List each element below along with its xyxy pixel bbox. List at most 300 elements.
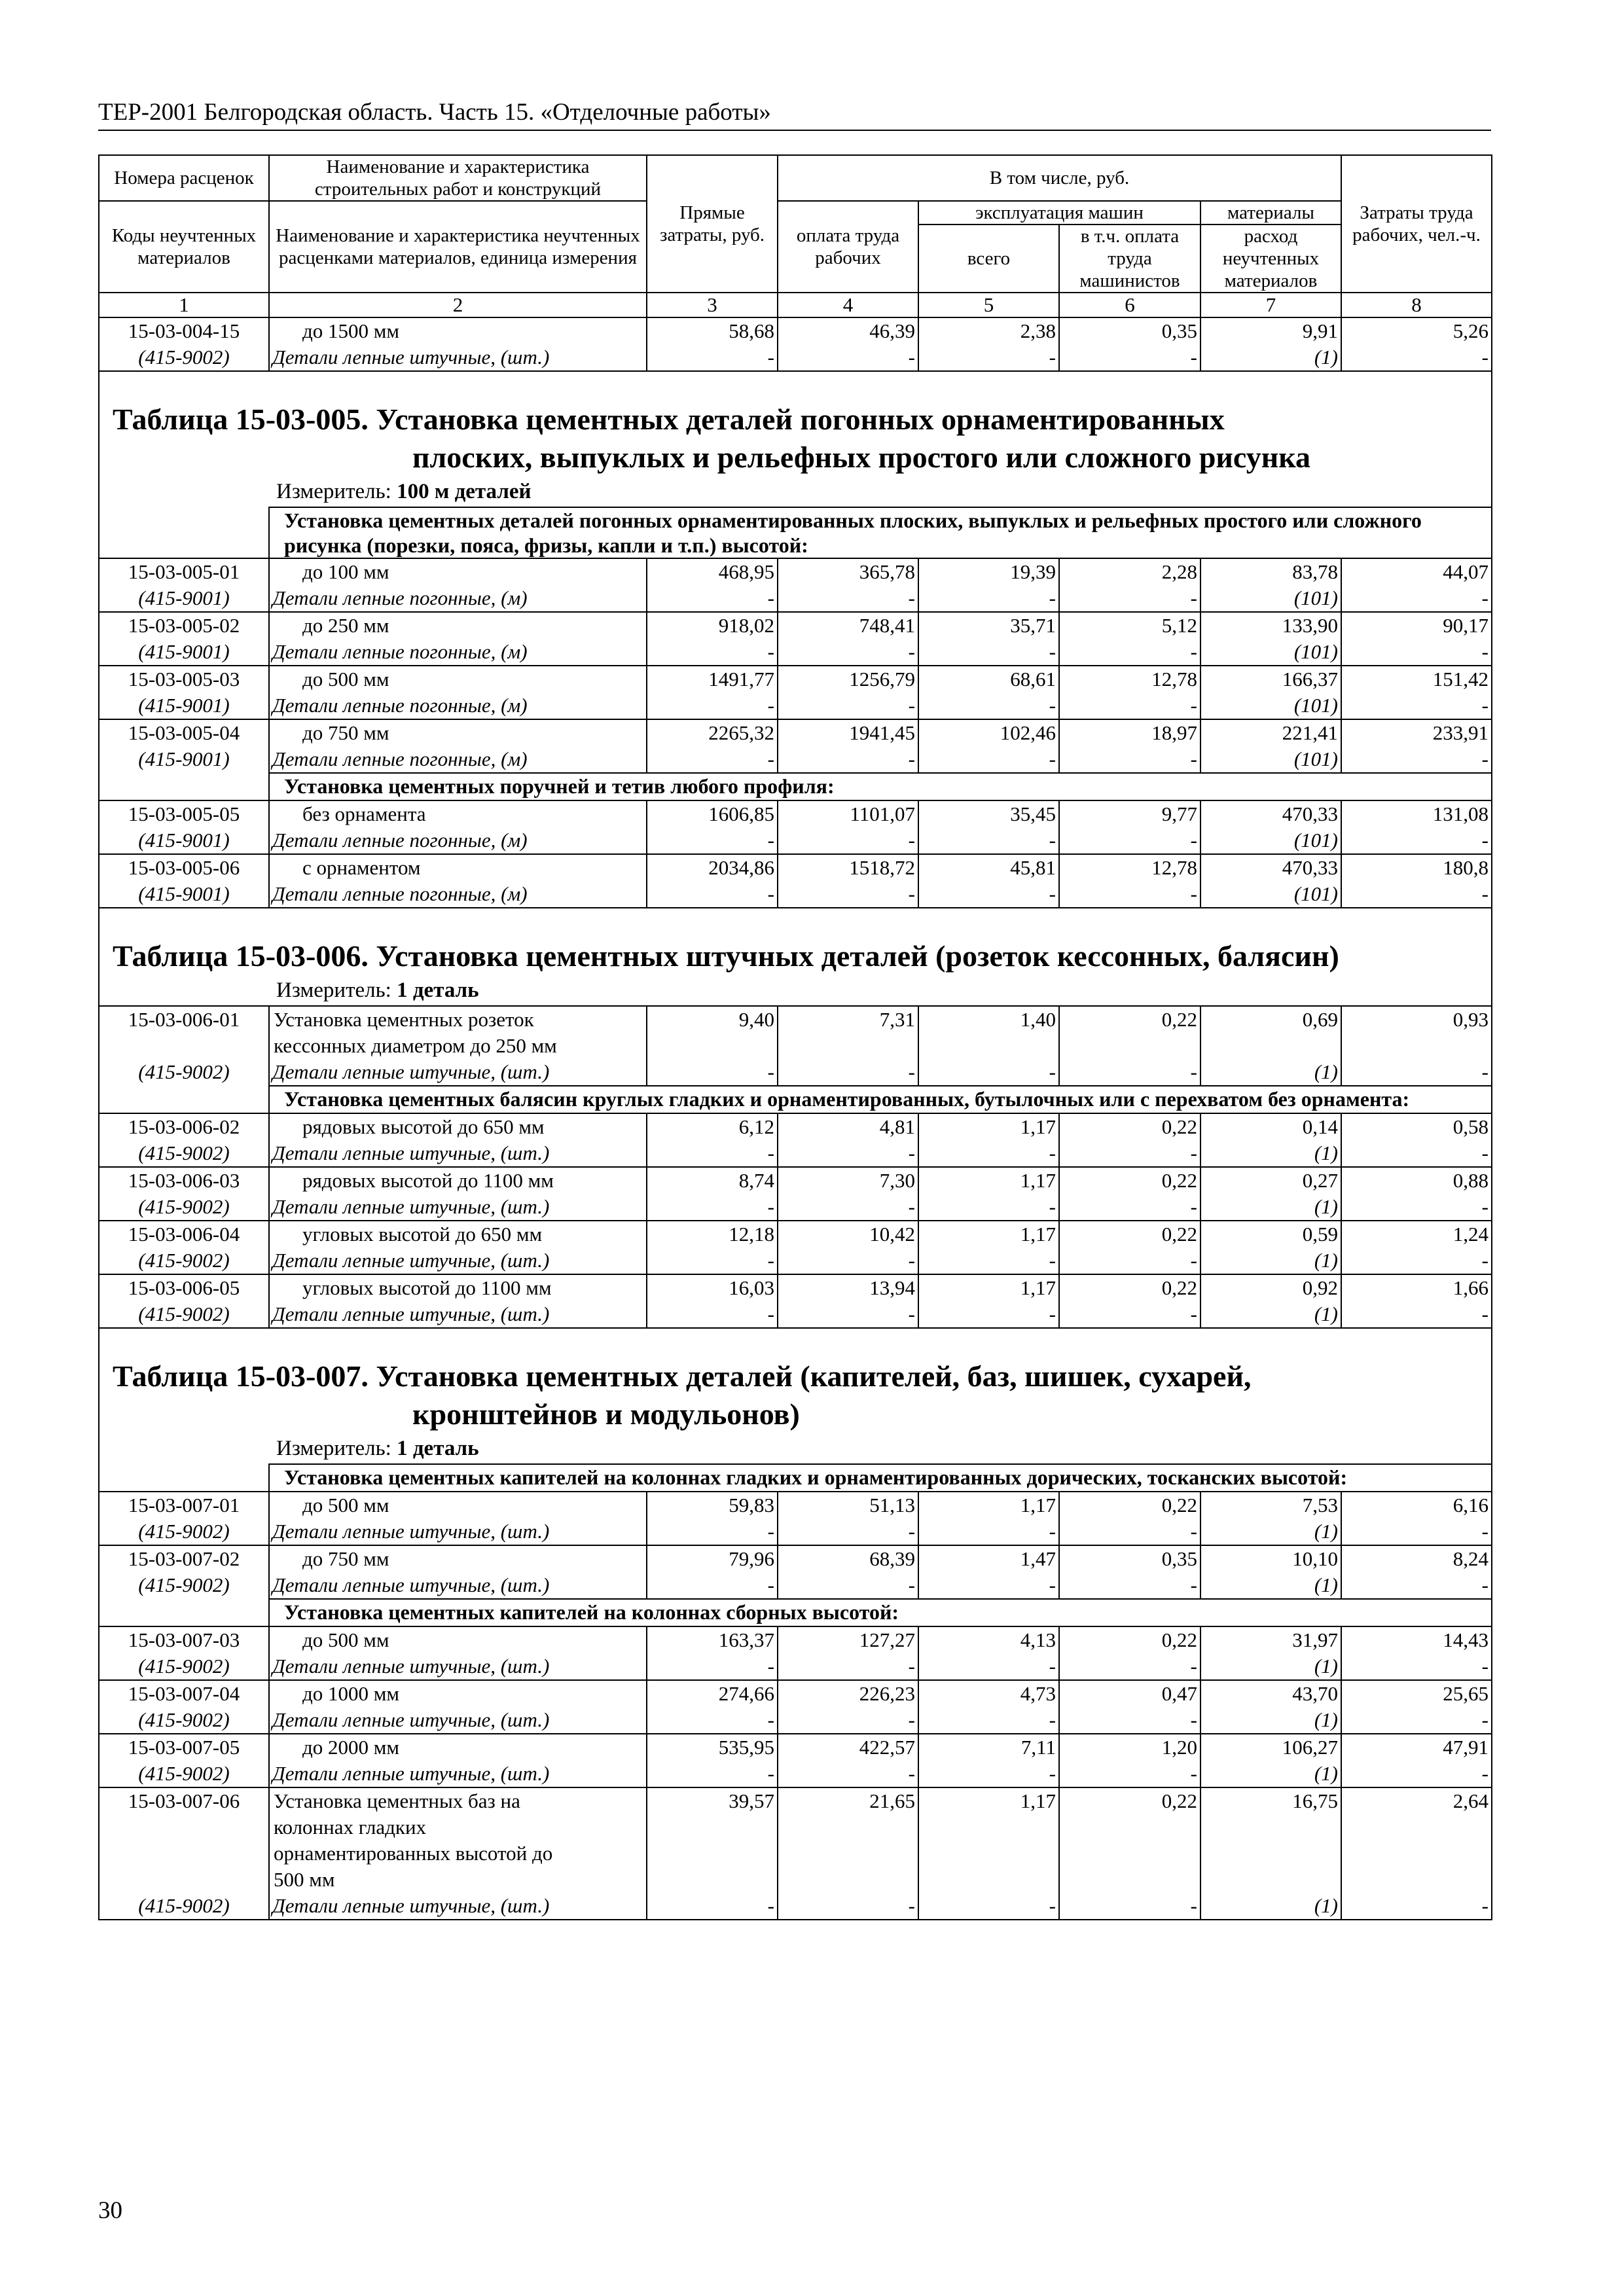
empty-cell	[99, 1867, 269, 1893]
dash-value: -	[1341, 344, 1492, 371]
dash-value: -	[647, 1572, 778, 1599]
dash-value: -	[778, 344, 918, 371]
dash-value: -	[1059, 1653, 1200, 1680]
rate-value-c4: 21,65	[778, 1787, 918, 1814]
col-header-wages: оплата труда рабочих	[778, 201, 918, 293]
rate-value-c6: 0,35	[1059, 317, 1200, 344]
rate-value-c6: 0,22	[1059, 1492, 1200, 1518]
rate-value-c3: 1491,77	[647, 666, 778, 692]
dash-value: -	[918, 1761, 1059, 1787]
material-code: (415-9002)	[99, 1893, 269, 1920]
dash-value: -	[918, 1247, 1059, 1274]
rate-value-c3: 1606,85	[647, 800, 778, 827]
rate-row	[99, 1787, 1492, 1814]
rate-row-continued	[99, 1840, 1492, 1867]
rate-value-c7: 9,91	[1200, 317, 1341, 344]
dash-value: -	[1341, 1653, 1492, 1680]
rate-value-c3: 468,95	[647, 558, 778, 585]
material-row	[99, 1059, 1492, 1086]
rate-name: угловых высотой до 1100 мм	[269, 1274, 647, 1301]
rate-value-c3: 16,03	[647, 1274, 778, 1301]
material-quantity: (101)	[1200, 639, 1341, 666]
rate-code: 15-03-007-02	[99, 1545, 269, 1572]
material-name: Детали лепные штучные, (шт.)	[269, 1518, 647, 1545]
rate-code: 15-03-007-01	[99, 1492, 269, 1518]
rate-row	[99, 1545, 1492, 1572]
page-number: 30	[98, 2197, 122, 2224]
col-header-incl: В том числе, руб.	[778, 155, 1341, 201]
rate-value-c5: 2,38	[918, 317, 1059, 344]
rate-value-c4: 422,57	[778, 1734, 918, 1761]
dash-value: -	[778, 1518, 918, 1545]
material-quantity: (1)	[1200, 1247, 1341, 1274]
empty-cell	[647, 1814, 778, 1840]
table-title-row	[99, 908, 1492, 975]
rate-value-c6: 0,35	[1059, 1545, 1200, 1572]
rate-name: рядовых высотой до 650 мм	[269, 1113, 647, 1140]
material-code: (415-9002)	[99, 1140, 269, 1167]
rates-table	[98, 154, 1492, 1920]
table-title	[99, 1328, 1492, 1433]
rate-value-c3: 2265,32	[647, 719, 778, 746]
rate-value-c4: 1101,07	[778, 800, 918, 827]
rate-value-c6: 12,78	[1059, 666, 1200, 692]
dash-value: -	[647, 344, 778, 371]
empty-cell	[1200, 1840, 1341, 1867]
dash-value: -	[1341, 746, 1492, 773]
dash-value: -	[778, 1247, 918, 1274]
rate-name: до 250 мм	[269, 612, 647, 639]
dash-value: -	[918, 1572, 1059, 1599]
dash-value: -	[918, 1893, 1059, 1920]
rate-row	[99, 1006, 1492, 1033]
empty-cell	[99, 1464, 269, 1492]
rate-row	[99, 719, 1492, 746]
material-row	[99, 1194, 1492, 1221]
table-title-row	[99, 1328, 1492, 1433]
rate-value-c5: 35,45	[918, 800, 1059, 827]
material-code: (415-9001)	[99, 639, 269, 666]
rate-row	[99, 558, 1492, 585]
dash-value: -	[778, 639, 918, 666]
material-quantity: (1)	[1200, 1893, 1341, 1920]
rate-value-c8: 1,24	[1341, 1221, 1492, 1247]
rate-value-c7: 470,33	[1200, 854, 1341, 881]
rate-value-c4: 127,27	[778, 1626, 918, 1653]
rate-value-c8: 0,93	[1341, 1006, 1492, 1033]
material-name: Детали лепные штучные, (шт.)	[269, 1059, 647, 1086]
rate-value-c7: 0,27	[1200, 1167, 1341, 1194]
dash-value: -	[1059, 1518, 1200, 1545]
rate-value-c3: 2034,86	[647, 854, 778, 881]
dash-value: -	[918, 1518, 1059, 1545]
rate-value-c7: 0,92	[1200, 1274, 1341, 1301]
dash-value: -	[647, 639, 778, 666]
header-row	[99, 201, 1492, 224]
material-code: (415-9002)	[99, 1761, 269, 1787]
rate-name-continued: колоннах гладких	[269, 1814, 647, 1840]
rate-value-c3: 79,96	[647, 1545, 778, 1572]
rate-value-c8: 8,24	[1341, 1545, 1492, 1572]
col-header-mat-codes: Коды неучтенных материалов	[99, 201, 269, 293]
empty-cell	[1341, 1814, 1492, 1840]
rate-row	[99, 1274, 1492, 1301]
material-code: (415-9001)	[99, 746, 269, 773]
rate-value-c4: 1941,45	[778, 719, 918, 746]
material-quantity: (101)	[1200, 881, 1341, 908]
empty-cell	[99, 773, 269, 800]
dash-value: -	[918, 344, 1059, 371]
dash-value: -	[1341, 1572, 1492, 1599]
dash-value: -	[918, 639, 1059, 666]
dash-value: -	[778, 585, 918, 612]
material-name: Детали лепные погонные, (м)	[269, 746, 647, 773]
dash-value: -	[1341, 585, 1492, 612]
dash-value: -	[647, 1194, 778, 1221]
rate-value-c5: 1,40	[918, 1006, 1059, 1033]
rate-value-c3: 6,12	[647, 1113, 778, 1140]
material-code: (415-9001)	[99, 585, 269, 612]
rate-value-c4: 7,31	[778, 1006, 918, 1033]
rate-name-continued: орнаментированных высотой до	[269, 1840, 647, 1867]
empty-cell	[918, 1840, 1059, 1867]
material-name: Детали лепные погонные, (м)	[269, 585, 647, 612]
section-heading: Установка цементных капителей на колоннах гладких и орнаментированных дорических, тосканских высотой:	[269, 1464, 1492, 1492]
rate-value-c5: 102,46	[918, 719, 1059, 746]
dash-value: -	[647, 1518, 778, 1545]
rate-value-c3: 8,74	[647, 1167, 778, 1194]
rate-code: 15-03-007-06	[99, 1787, 269, 1814]
material-name: Детали лепные штучные, (шт.)	[269, 344, 647, 371]
rate-name: до 100 мм	[269, 558, 647, 585]
col-header-mat-name: Наименование и характеристика неучтенных расценками материалов, единица измерения	[269, 201, 647, 293]
rate-name-continued: 500 мм	[269, 1867, 647, 1893]
empty-cell	[918, 1814, 1059, 1840]
dash-value: -	[647, 1893, 778, 1920]
rate-value-c5: 1,17	[918, 1492, 1059, 1518]
rate-value-c4: 748,41	[778, 612, 918, 639]
rate-value-c3: 58,68	[647, 317, 778, 344]
material-row	[99, 827, 1492, 854]
dash-value: -	[918, 1194, 1059, 1221]
col-header-codes: Номера расценок	[99, 155, 269, 201]
rate-name: до 750 мм	[269, 719, 647, 746]
rate-value-c8: 6,16	[1341, 1492, 1492, 1518]
measure-row	[99, 1433, 1492, 1464]
rate-value-c6: 18,97	[1059, 719, 1200, 746]
dash-value: -	[918, 827, 1059, 854]
rate-code: 15-03-006-02	[99, 1113, 269, 1140]
rate-value-c8: 90,17	[1341, 612, 1492, 639]
rate-row	[99, 1680, 1492, 1707]
material-quantity: (1)	[1200, 1059, 1341, 1086]
dash-value: -	[647, 1707, 778, 1734]
empty-cell	[1200, 1814, 1341, 1840]
dash-value: -	[778, 1572, 918, 1599]
dash-value: -	[778, 1761, 918, 1787]
rate-value-c7: 0,59	[1200, 1221, 1341, 1247]
dash-value: -	[647, 692, 778, 719]
rate-value-c7: 133,90	[1200, 612, 1341, 639]
material-code: (415-9002)	[99, 1301, 269, 1328]
material-name: Детали лепные погонные, (м)	[269, 827, 647, 854]
rate-value-c8: 151,42	[1341, 666, 1492, 692]
table-title-line: Таблица 15-03-006. Установка цементных штучных деталей (розеток кессонных, балясин)	[113, 939, 1339, 973]
dash-value: -	[778, 827, 918, 854]
empty-cell	[99, 1814, 269, 1840]
empty-cell	[1200, 1033, 1341, 1059]
material-name: Детали лепные штучные, (шт.)	[269, 1893, 647, 1920]
rate-value-c7: 83,78	[1200, 558, 1341, 585]
section-heading: Установка цементных деталей погонных орнаментированных плоских, выпуклых и рельефных простого или сложного рисунка (порезки, пояса, фризы, капли и т.п.) высотой:	[269, 507, 1492, 558]
col-header-operators: в т.ч. оплата труда машинистов	[1059, 224, 1200, 293]
material-name: Детали лепные штучные, (шт.)	[269, 1707, 647, 1734]
material-row	[99, 746, 1492, 773]
rate-row	[99, 1492, 1492, 1518]
dash-value: -	[778, 881, 918, 908]
rate-value-c7: 106,27	[1200, 1734, 1341, 1761]
dash-value: -	[647, 1761, 778, 1787]
rate-value-c8: 180,8	[1341, 854, 1492, 881]
material-row	[99, 344, 1492, 371]
rate-name: Установка цементных розеток	[269, 1006, 647, 1033]
rate-row	[99, 1734, 1492, 1761]
rate-name: рядовых высотой до 1100 мм	[269, 1167, 647, 1194]
material-quantity: (1)	[1200, 1707, 1341, 1734]
rate-value-c8: 2,64	[1341, 1787, 1492, 1814]
material-row	[99, 585, 1492, 612]
table-title	[99, 371, 1492, 476]
col-number: 2	[269, 293, 647, 317]
rate-row-continued	[99, 1033, 1492, 1059]
empty-cell	[778, 1840, 918, 1867]
material-quantity: (1)	[1200, 1518, 1341, 1545]
col-header-name: Наименование и характеристика строительных работ и конструкций	[269, 155, 647, 201]
rate-value-c6: 2,28	[1059, 558, 1200, 585]
empty-cell	[99, 1599, 269, 1626]
material-name: Детали лепные штучные, (шт.)	[269, 1572, 647, 1599]
dash-value: -	[918, 881, 1059, 908]
dash-value: -	[1341, 1194, 1492, 1221]
empty-cell	[778, 1033, 918, 1059]
material-row	[99, 1572, 1492, 1599]
rate-value-c5: 1,17	[918, 1113, 1059, 1140]
empty-cell	[1059, 1033, 1200, 1059]
rate-value-c7: 7,53	[1200, 1492, 1341, 1518]
section-heading: Установка цементных балясин круглых гладких и орнаментированных, бутылочных или с перехватом без орнамента:	[269, 1086, 1492, 1113]
rate-code: 15-03-005-03	[99, 666, 269, 692]
rate-value-c4: 365,78	[778, 558, 918, 585]
empty-cell	[647, 1033, 778, 1059]
rate-value-c3: 59,83	[647, 1492, 778, 1518]
material-row	[99, 692, 1492, 719]
material-code: (415-9002)	[99, 1247, 269, 1274]
material-row	[99, 881, 1492, 908]
rate-value-c7: 31,97	[1200, 1626, 1341, 1653]
material-name: Детали лепные штучные, (шт.)	[269, 1140, 647, 1167]
rate-name: до 500 мм	[269, 666, 647, 692]
dash-value: -	[647, 746, 778, 773]
rate-value-c7: 16,75	[1200, 1787, 1341, 1814]
material-quantity: (1)	[1200, 1140, 1341, 1167]
material-row	[99, 639, 1492, 666]
rate-value-c3: 535,95	[647, 1734, 778, 1761]
empty-cell	[99, 1033, 269, 1059]
rate-value-c6: 5,12	[1059, 612, 1200, 639]
measure-label: Измеритель:	[276, 1437, 391, 1460]
material-quantity: (101)	[1200, 692, 1341, 719]
rate-row	[99, 1113, 1492, 1140]
dash-value: -	[1059, 639, 1200, 666]
section-row	[99, 507, 1492, 558]
rate-code: 15-03-007-04	[99, 1680, 269, 1707]
empty-cell	[1341, 1867, 1492, 1893]
dash-value: -	[1341, 1059, 1492, 1086]
rate-value-c5: 4,73	[918, 1680, 1059, 1707]
rate-value-c6: 0,22	[1059, 1167, 1200, 1194]
rate-name: до 500 мм	[269, 1626, 647, 1653]
material-code: (415-9002)	[99, 1707, 269, 1734]
header-numbers-row	[99, 293, 1492, 317]
material-name: Детали лепные штучные, (шт.)	[269, 1301, 647, 1328]
col-number: 1	[99, 293, 269, 317]
section-row	[99, 1086, 1492, 1113]
rate-value-c8: 47,91	[1341, 1734, 1492, 1761]
empty-cell	[1341, 1033, 1492, 1059]
col-header-direct: Прямые затраты, руб.	[647, 155, 778, 293]
rate-code: 15-03-007-03	[99, 1626, 269, 1653]
rate-row	[99, 666, 1492, 692]
col-header-machines: эксплуатация машин	[918, 201, 1200, 224]
dash-value: -	[1341, 1761, 1492, 1787]
rate-value-c8: 131,08	[1341, 800, 1492, 827]
dash-value: -	[647, 585, 778, 612]
table-title-line: Таблица 15-03-005. Установка цементных деталей погонных орнаментированных	[113, 403, 1225, 436]
dash-value: -	[1059, 1572, 1200, 1599]
measure	[99, 975, 1492, 1006]
material-code: (415-9002)	[99, 1518, 269, 1545]
rate-value-c4: 7,30	[778, 1167, 918, 1194]
rate-value-c6: 0,47	[1059, 1680, 1200, 1707]
rate-name: до 500 мм	[269, 1492, 647, 1518]
rate-value-c7: 0,14	[1200, 1113, 1341, 1140]
rate-value-c4: 68,39	[778, 1545, 918, 1572]
col-number: 4	[778, 293, 918, 317]
dash-value: -	[778, 692, 918, 719]
material-name: Детали лепные штучные, (шт.)	[269, 1761, 647, 1787]
dash-value: -	[918, 1140, 1059, 1167]
rate-value-c6: 0,22	[1059, 1787, 1200, 1814]
material-quantity: (1)	[1200, 1653, 1341, 1680]
rate-name: до 2000 мм	[269, 1734, 647, 1761]
material-row	[99, 1247, 1492, 1274]
dash-value: -	[1341, 639, 1492, 666]
rate-code: 15-03-005-04	[99, 719, 269, 746]
rate-code: 15-03-007-05	[99, 1734, 269, 1761]
rate-value-c5: 1,47	[918, 1545, 1059, 1572]
measure-label: Измеритель:	[276, 978, 391, 1002]
rate-row	[99, 317, 1492, 344]
rate-value-c6: 0,22	[1059, 1221, 1200, 1247]
dash-value: -	[647, 1140, 778, 1167]
rate-value-c4: 1518,72	[778, 854, 918, 881]
rate-value-c6: 0,22	[1059, 1626, 1200, 1653]
col-header-materials: материалы	[1200, 201, 1341, 224]
dash-value: -	[1341, 827, 1492, 854]
table-title-line: плоских, выпуклых и рельефных простого или сложного рисунка	[412, 440, 1311, 474]
rate-value-c6: 0,22	[1059, 1274, 1200, 1301]
dash-value: -	[647, 1059, 778, 1086]
material-quantity: (101)	[1200, 746, 1341, 773]
dash-value: -	[918, 1301, 1059, 1328]
rate-value-c8: 25,65	[1341, 1680, 1492, 1707]
rate-value-c3: 274,66	[647, 1680, 778, 1707]
dash-value: -	[918, 1059, 1059, 1086]
empty-cell	[778, 1867, 918, 1893]
material-name: Детали лепные погонные, (м)	[269, 692, 647, 719]
empty-cell	[647, 1840, 778, 1867]
rate-value-c8: 44,07	[1341, 558, 1492, 585]
rate-value-c7: 0,69	[1200, 1006, 1341, 1033]
dash-value: -	[778, 746, 918, 773]
empty-cell	[1200, 1867, 1341, 1893]
col-number: 8	[1341, 293, 1492, 317]
measure	[99, 1433, 1492, 1464]
rate-value-c3: 163,37	[647, 1626, 778, 1653]
dash-value: -	[778, 1893, 918, 1920]
rate-value-c3: 918,02	[647, 612, 778, 639]
rate-value-c7: 221,41	[1200, 719, 1341, 746]
dash-value: -	[918, 692, 1059, 719]
rate-value-c4: 46,39	[778, 317, 918, 344]
dash-value: -	[647, 1301, 778, 1328]
material-code: (415-9002)	[99, 1572, 269, 1599]
rate-value-c5: 45,81	[918, 854, 1059, 881]
rate-code: 15-03-006-05	[99, 1274, 269, 1301]
rate-name: до 1500 мм	[269, 317, 647, 344]
rate-value-c8: 5,26	[1341, 317, 1492, 344]
rate-code: 15-03-005-02	[99, 612, 269, 639]
dash-value: -	[778, 1194, 918, 1221]
rate-code: 15-03-004-15	[99, 317, 269, 344]
measure	[99, 476, 1492, 507]
dash-value: -	[1059, 881, 1200, 908]
dash-value: -	[1059, 1140, 1200, 1167]
dash-value: -	[647, 881, 778, 908]
rate-row	[99, 1626, 1492, 1653]
col-header-total: всего	[918, 224, 1059, 293]
dash-value: -	[1059, 1893, 1200, 1920]
dash-value: -	[1059, 1761, 1200, 1787]
rate-code: 15-03-006-04	[99, 1221, 269, 1247]
dash-value: -	[1059, 746, 1200, 773]
dash-value: -	[1059, 827, 1200, 854]
dash-value: -	[1059, 585, 1200, 612]
material-name: Детали лепные штучные, (шт.)	[269, 1194, 647, 1221]
material-code: (415-9002)	[99, 1653, 269, 1680]
section-row	[99, 1599, 1492, 1626]
dash-value: -	[778, 1301, 918, 1328]
measure-value: 1 деталь	[397, 978, 479, 1002]
section-heading: Установка цементных поручней и тетив любого профиля:	[269, 773, 1492, 800]
material-row	[99, 1653, 1492, 1680]
rate-value-c8: 1,66	[1341, 1274, 1492, 1301]
dash-value: -	[1341, 1140, 1492, 1167]
rate-row	[99, 612, 1492, 639]
rate-value-c3: 12,18	[647, 1221, 778, 1247]
empty-cell	[647, 1867, 778, 1893]
rate-value-c8: 0,88	[1341, 1167, 1492, 1194]
